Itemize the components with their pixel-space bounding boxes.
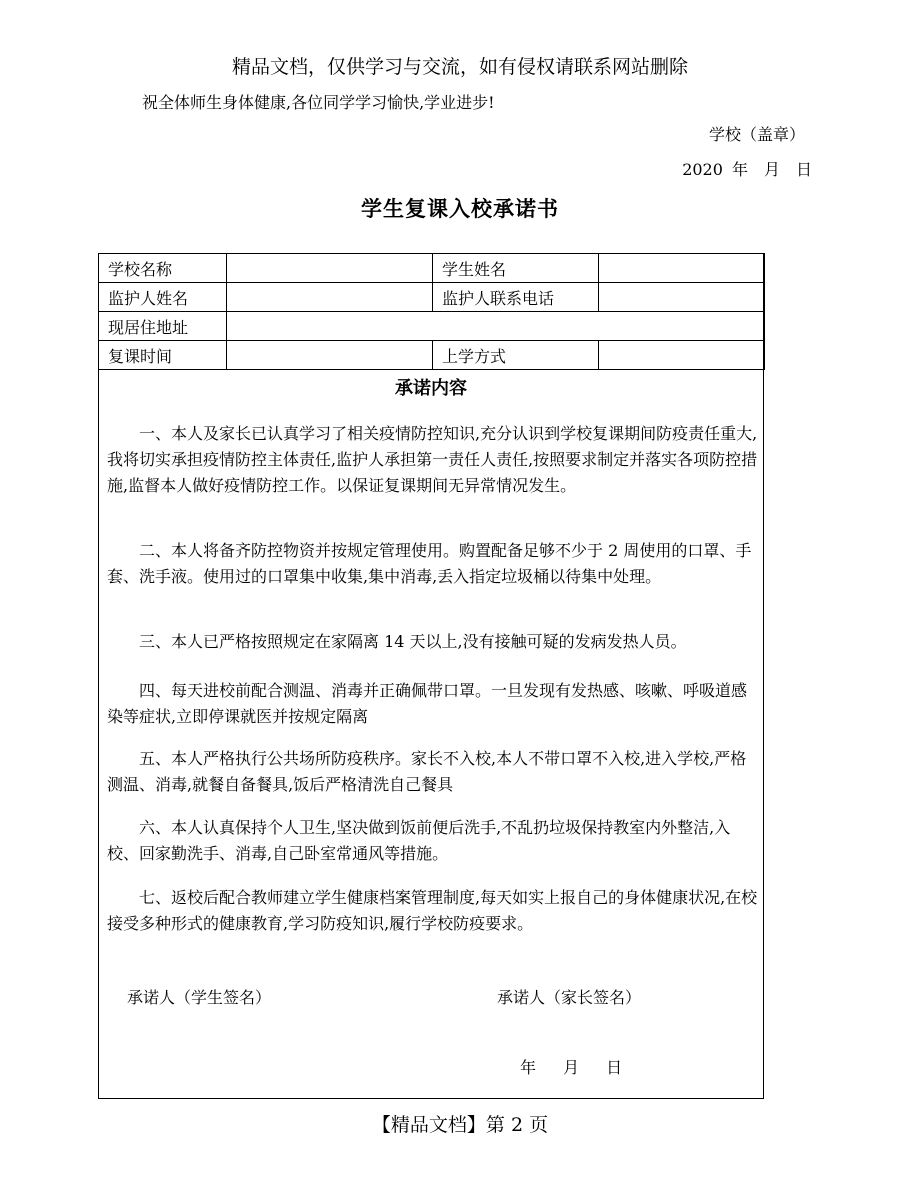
- parent-signature-label: 承诺人（家长签名）: [497, 988, 642, 1007]
- student-name-field[interactable]: [599, 254, 765, 283]
- school-seal-label: 学校（盖章）: [708, 125, 805, 144]
- guardian-name-field[interactable]: [227, 283, 433, 312]
- commitment-item-3: 三、本人已严格按照规定在家隔离 14 天以上,没有接触可疑的发病发热人员。: [139, 632, 687, 651]
- table-row: [99, 312, 765, 341]
- commitment-item-1: 一、本人及家长已认真学习了相关疫情防控知识,充分认识到学校复课期间防疫责任重大,我将切实承担疫情防控主体责任,监护人承担第一责任人责任,按照要求制定并落实各项防控措施,监督本人做好疫情防控工作。以保证复课期间无异常情况发生。: [107, 424, 758, 495]
- commitment-item-2: 二、本人将备齐防控物资并按规定管理使用。购置配备足够不少于 2 周使用的口罩、手套、洗手液。使用过的口罩集中收集,集中消毒,丢入指定垃圾桶以待集中处理。: [107, 541, 752, 586]
- address-label: 现居住地址: [99, 312, 227, 341]
- signature-date: 年 月 日: [520, 1058, 623, 1077]
- commitment-heading: 承诺内容: [395, 378, 467, 399]
- commitment-item-5: 五、本人严格执行公共场所防疫秩序。家长不入校,本人不带口罩不入校,进入学校,严格测温、消毒,就餐自备餐具,饭后严格清洗自己餐具: [107, 749, 747, 794]
- page-title: 学生复课入校承诺书: [361, 197, 559, 221]
- guardian-phone-label: 监护人联系电话: [433, 283, 599, 312]
- issue-date: 2020 年 月 日: [682, 160, 812, 179]
- commute-field[interactable]: [599, 341, 765, 370]
- table-row: [99, 341, 765, 370]
- watermark-header: 精品文档，仅供学习与交流，如有侵权请联系网站删除: [231, 56, 688, 78]
- school-name-field[interactable]: [227, 254, 433, 283]
- table-row: [99, 283, 765, 312]
- guardian-phone-field[interactable]: [599, 283, 765, 312]
- commitment-item-6: 六、本人认真保持个人卫生,坚决做到饭前便后洗手,不乱扔垃圾保持教室内外整洁,入校、回家勤洗手、消毒,自己卧室常通风等措施。: [107, 818, 731, 863]
- address-field[interactable]: [227, 312, 765, 341]
- page-footer: 【精品文档】第 2 页: [371, 1114, 549, 1136]
- wish-text: 祝全体师生身体健康,各位同学学习愉快,学业进步!: [142, 93, 495, 112]
- commitment-item-7: 七、返校后配合教师建立学生健康档案管理制度,每天如实上报自己的身体健康状况,在校接受多种形式的健康教育,学习防疫知识,履行学校防疫要求。: [107, 888, 758, 933]
- resume-time-label: 复课时间: [99, 341, 227, 370]
- resume-time-field[interactable]: [227, 341, 433, 370]
- commute-label: 上学方式: [433, 341, 599, 370]
- table-row: [99, 254, 765, 283]
- commitment-item-4: 四、每天进校前配合测温、消毒并正确佩带口罩。一旦发现有发热感、咳嗽、呼吸道感染等症状,立即停课就医并按规定隔离: [107, 681, 748, 726]
- student-name-label: 学生姓名: [433, 254, 599, 283]
- student-signature-label: 承诺人（学生签名）: [127, 988, 272, 1007]
- school-name-label: 学校名称: [99, 254, 227, 283]
- guardian-name-label: 监护人姓名: [99, 283, 227, 312]
- info-table: [98, 253, 765, 370]
